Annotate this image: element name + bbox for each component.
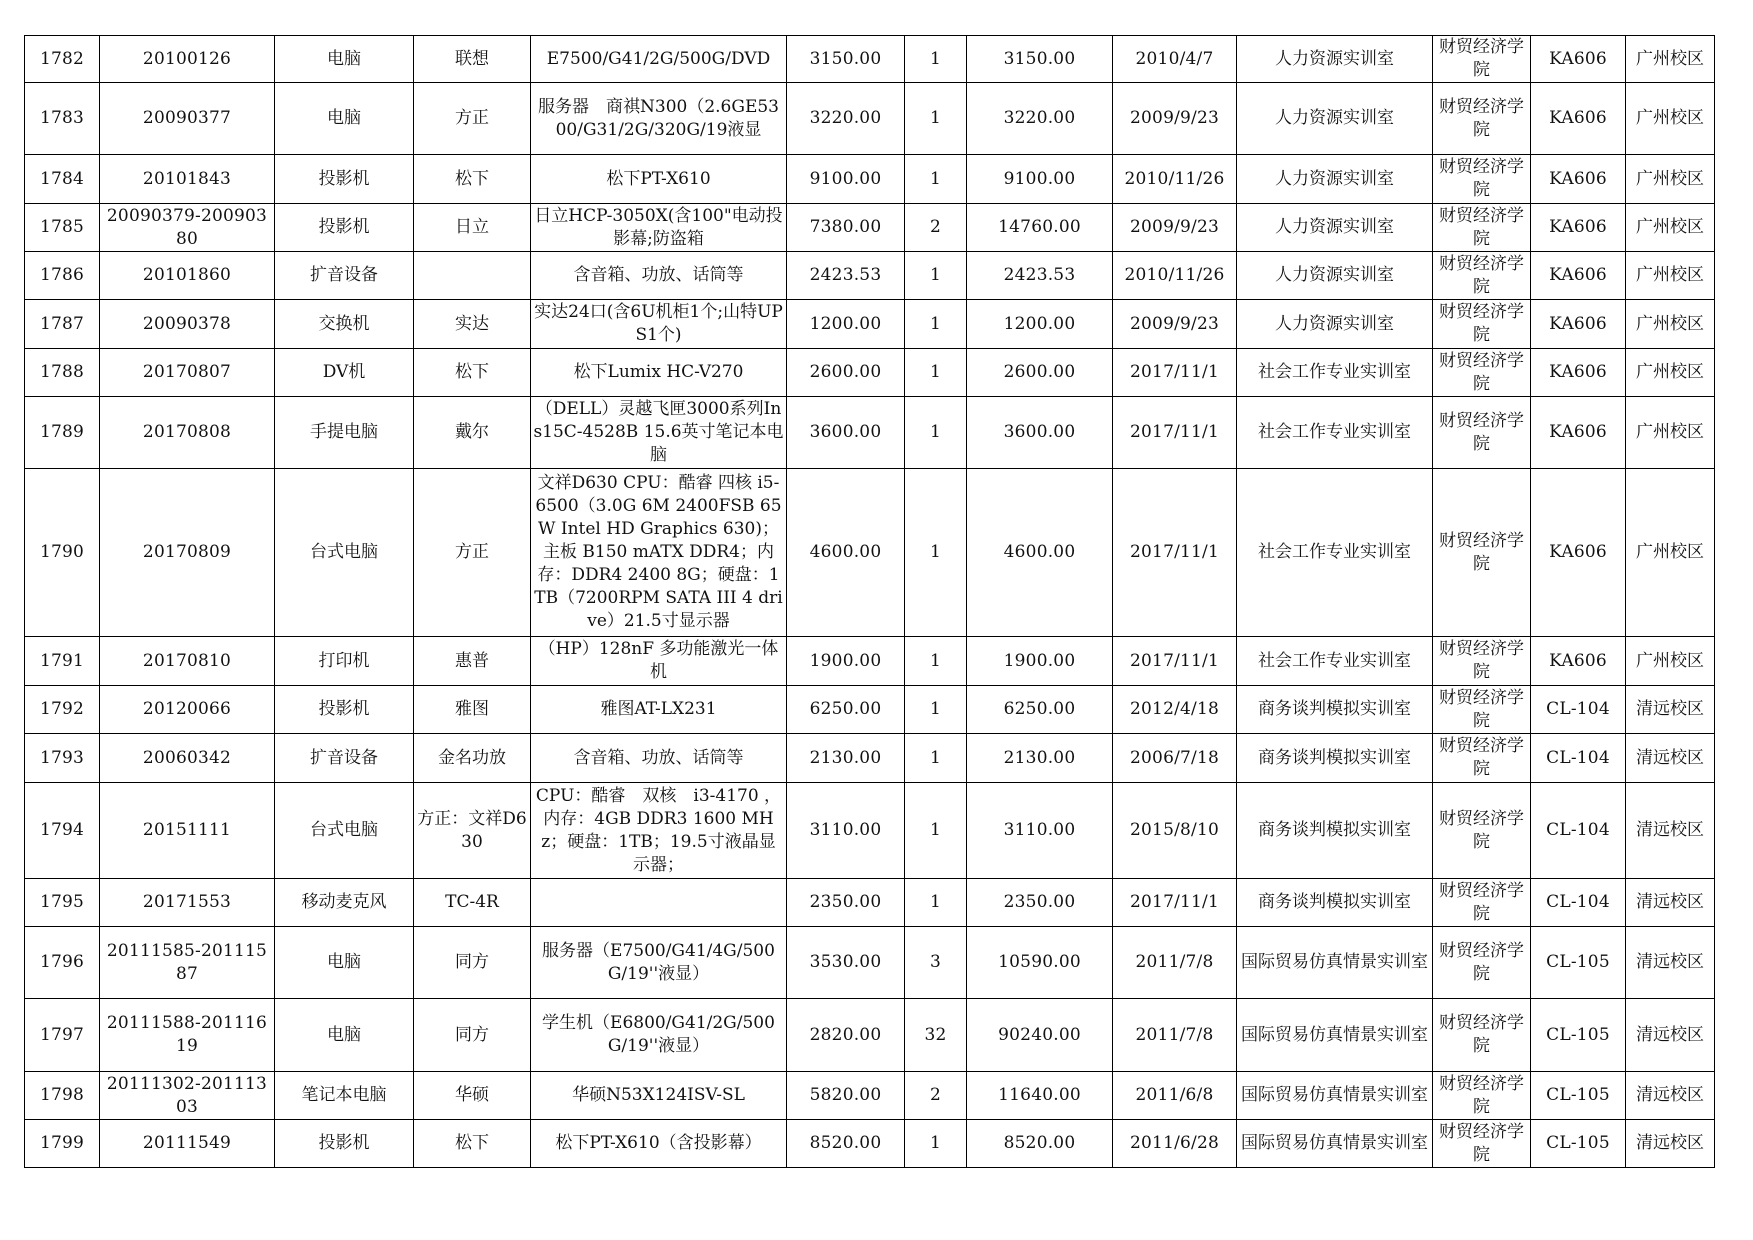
amount-cell: 3150.00: [967, 36, 1113, 83]
amount-cell: 6250.00: [967, 686, 1113, 734]
unit-price-cell: 9100.00: [787, 155, 905, 204]
room-cell: CL-105: [1531, 1072, 1626, 1120]
quantity-cell: 1: [905, 155, 967, 204]
equipment-name-cell: 扩音设备: [275, 252, 414, 300]
brand-cell: 松下: [414, 155, 531, 204]
room-cell: KA606: [1531, 397, 1626, 469]
room-cell: KA606: [1531, 83, 1626, 155]
table-row: [25, 686, 1715, 734]
lab-cell: 国际贸易仿真情景实训室: [1237, 1072, 1433, 1120]
asset-number-cell: 20090377: [100, 83, 275, 155]
row-seq-cell: 1789: [25, 397, 100, 469]
campus-cell: 清远校区: [1626, 1120, 1715, 1168]
brand-cell: [414, 252, 531, 300]
college-cell: 财贸经济学院: [1433, 879, 1531, 927]
lab-cell: 社会工作专业实训室: [1237, 469, 1433, 637]
quantity-cell: 1: [905, 36, 967, 83]
unit-price-cell: 3220.00: [787, 83, 905, 155]
specification-cell: [531, 879, 787, 927]
equipment-name-cell: 笔记本电脑: [275, 1072, 414, 1120]
amount-cell: 90240.00: [967, 999, 1113, 1072]
row-seq-cell: 1796: [25, 927, 100, 999]
purchase-date-cell: 2011/6/8: [1113, 1072, 1237, 1120]
quantity-cell: 1: [905, 734, 967, 783]
college-cell: 财贸经济学院: [1433, 637, 1531, 686]
asset-number-cell: 20151111: [100, 783, 275, 879]
amount-cell: 1900.00: [967, 637, 1113, 686]
unit-price-cell: 1900.00: [787, 637, 905, 686]
unit-price-cell: 3150.00: [787, 36, 905, 83]
specification-cell: CPU：酷睿 双核 i3-4170 ，内存：4GB DDR3 1600 MHz；硬盘：1TB；19.5寸液晶显示器；: [531, 783, 787, 879]
equipment-name-cell: 移动麦克风: [275, 879, 414, 927]
room-cell: CL-105: [1531, 927, 1626, 999]
table-row: [25, 469, 1715, 637]
room-cell: CL-105: [1531, 1120, 1626, 1168]
purchase-date-cell: 2017/11/1: [1113, 637, 1237, 686]
quantity-cell: 1: [905, 1120, 967, 1168]
room-cell: KA606: [1531, 349, 1626, 397]
asset-number-cell: 20171553: [100, 879, 275, 927]
equipment-name-cell: 投影机: [275, 155, 414, 204]
college-cell: 财贸经济学院: [1433, 734, 1531, 783]
table-row: [25, 397, 1715, 469]
lab-cell: 人力资源实训室: [1237, 83, 1433, 155]
unit-price-cell: 2350.00: [787, 879, 905, 927]
row-seq-cell: 1782: [25, 36, 100, 83]
campus-cell: 广州校区: [1626, 252, 1715, 300]
purchase-date-cell: 2015/8/10: [1113, 783, 1237, 879]
purchase-date-cell: 2011/7/8: [1113, 999, 1237, 1072]
room-cell: CL-104: [1531, 879, 1626, 927]
unit-price-cell: 2130.00: [787, 734, 905, 783]
purchase-date-cell: 2009/9/23: [1113, 204, 1237, 252]
campus-cell: 广州校区: [1626, 397, 1715, 469]
equipment-name-cell: 投影机: [275, 204, 414, 252]
specification-cell: 松下Lumix HC-V270: [531, 349, 787, 397]
lab-cell: 商务谈判模拟实训室: [1237, 879, 1433, 927]
row-seq-cell: 1785: [25, 204, 100, 252]
campus-cell: 清远校区: [1626, 686, 1715, 734]
amount-cell: 2423.53: [967, 252, 1113, 300]
unit-price-cell: 8520.00: [787, 1120, 905, 1168]
room-cell: KA606: [1531, 300, 1626, 349]
asset-number-cell: 20111585-20111587: [100, 927, 275, 999]
lab-cell: 社会工作专业实训室: [1237, 349, 1433, 397]
lab-cell: 社会工作专业实训室: [1237, 637, 1433, 686]
campus-cell: 清远校区: [1626, 879, 1715, 927]
college-cell: 财贸经济学院: [1433, 397, 1531, 469]
equipment-name-cell: 投影机: [275, 1120, 414, 1168]
purchase-date-cell: 2009/9/23: [1113, 300, 1237, 349]
table-row: [25, 1120, 1715, 1168]
row-seq-cell: 1794: [25, 783, 100, 879]
brand-cell: 日立: [414, 204, 531, 252]
specification-cell: （HP）128nF 多功能激光一体机: [531, 637, 787, 686]
specification-cell: 含音箱、功放、话筒等: [531, 252, 787, 300]
amount-cell: 8520.00: [967, 1120, 1113, 1168]
purchase-date-cell: 2011/6/28: [1113, 1120, 1237, 1168]
brand-cell: 戴尔: [414, 397, 531, 469]
equipment-name-cell: 台式电脑: [275, 783, 414, 879]
table-row: [25, 1072, 1715, 1120]
row-seq-cell: 1793: [25, 734, 100, 783]
campus-cell: 清远校区: [1626, 783, 1715, 879]
quantity-cell: 1: [905, 397, 967, 469]
room-cell: CL-104: [1531, 734, 1626, 783]
table-body: [25, 36, 1715, 1168]
row-seq-cell: 1795: [25, 879, 100, 927]
purchase-date-cell: 2017/11/1: [1113, 469, 1237, 637]
brand-cell: 方正：文祥D630: [414, 783, 531, 879]
table-row: [25, 204, 1715, 252]
amount-cell: 2130.00: [967, 734, 1113, 783]
campus-cell: 清远校区: [1626, 734, 1715, 783]
table-row: [25, 734, 1715, 783]
purchase-date-cell: 2017/11/1: [1113, 397, 1237, 469]
unit-price-cell: 6250.00: [787, 686, 905, 734]
quantity-cell: 1: [905, 83, 967, 155]
room-cell: KA606: [1531, 204, 1626, 252]
row-seq-cell: 1791: [25, 637, 100, 686]
amount-cell: 2600.00: [967, 349, 1113, 397]
equipment-name-cell: 扩音设备: [275, 734, 414, 783]
table-row: [25, 300, 1715, 349]
row-seq-cell: 1798: [25, 1072, 100, 1120]
row-seq-cell: 1788: [25, 349, 100, 397]
room-cell: CL-105: [1531, 999, 1626, 1072]
amount-cell: 9100.00: [967, 155, 1113, 204]
quantity-cell: 2: [905, 1072, 967, 1120]
asset-number-cell: 20170809: [100, 469, 275, 637]
equipment-inventory-sheet: [24, 35, 1714, 1168]
equipment-name-cell: 电脑: [275, 36, 414, 83]
quantity-cell: 1: [905, 686, 967, 734]
college-cell: 财贸经济学院: [1433, 1120, 1531, 1168]
brand-cell: 同方: [414, 999, 531, 1072]
equipment-name-cell: 投影机: [275, 686, 414, 734]
quantity-cell: 1: [905, 252, 967, 300]
asset-number-cell: 20100126: [100, 36, 275, 83]
quantity-cell: 1: [905, 637, 967, 686]
quantity-cell: 1: [905, 300, 967, 349]
asset-number-cell: 20090379-20090380: [100, 204, 275, 252]
room-cell: KA606: [1531, 36, 1626, 83]
brand-cell: 华硕: [414, 1072, 531, 1120]
purchase-date-cell: 2009/9/23: [1113, 83, 1237, 155]
row-seq-cell: 1783: [25, 83, 100, 155]
equipment-name-cell: 台式电脑: [275, 469, 414, 637]
specification-cell: （DELL）灵越飞匣3000系列Ins15C-4528B 15.6英寸笔记本电脑: [531, 397, 787, 469]
college-cell: 财贸经济学院: [1433, 469, 1531, 637]
unit-price-cell: 2423.53: [787, 252, 905, 300]
college-cell: 财贸经济学院: [1433, 155, 1531, 204]
room-cell: KA606: [1531, 469, 1626, 637]
row-seq-cell: 1784: [25, 155, 100, 204]
asset-number-cell: 20060342: [100, 734, 275, 783]
asset-number-cell: 20090378: [100, 300, 275, 349]
brand-cell: 联想: [414, 36, 531, 83]
asset-number-cell: 20170807: [100, 349, 275, 397]
row-seq-cell: 1797: [25, 999, 100, 1072]
campus-cell: 广州校区: [1626, 300, 1715, 349]
quantity-cell: 32: [905, 999, 967, 1072]
brand-cell: 方正: [414, 469, 531, 637]
campus-cell: 广州校区: [1626, 349, 1715, 397]
purchase-date-cell: 2006/7/18: [1113, 734, 1237, 783]
quantity-cell: 1: [905, 879, 967, 927]
amount-cell: 3220.00: [967, 83, 1113, 155]
brand-cell: 松下: [414, 349, 531, 397]
specification-cell: 含音箱、功放、话筒等: [531, 734, 787, 783]
asset-number-cell: 20101843: [100, 155, 275, 204]
purchase-date-cell: 2010/11/26: [1113, 155, 1237, 204]
specification-cell: 学生机（E6800/G41/2G/500G/19''液显）: [531, 999, 787, 1072]
room-cell: KA606: [1531, 155, 1626, 204]
purchase-date-cell: 2017/11/1: [1113, 879, 1237, 927]
equipment-name-cell: 手提电脑: [275, 397, 414, 469]
table-row: [25, 36, 1715, 83]
room-cell: KA606: [1531, 252, 1626, 300]
amount-cell: 2350.00: [967, 879, 1113, 927]
equipment-name-cell: DV机: [275, 349, 414, 397]
specification-cell: 日立HCP-3050X(含100"电动投影幕;防盗箱: [531, 204, 787, 252]
specification-cell: 实达24口(含6U机柜1个;山特UPS1个): [531, 300, 787, 349]
equipment-name-cell: 电脑: [275, 927, 414, 999]
specification-cell: 雅图AT-LX231: [531, 686, 787, 734]
amount-cell: 4600.00: [967, 469, 1113, 637]
brand-cell: 惠普: [414, 637, 531, 686]
purchase-date-cell: 2010/4/7: [1113, 36, 1237, 83]
table-row: [25, 879, 1715, 927]
campus-cell: 广州校区: [1626, 36, 1715, 83]
specification-cell: 华硕N53X124ISV-SL: [531, 1072, 787, 1120]
row-seq-cell: 1792: [25, 686, 100, 734]
room-cell: CL-104: [1531, 783, 1626, 879]
brand-cell: 同方: [414, 927, 531, 999]
table-row: [25, 155, 1715, 204]
quantity-cell: 3: [905, 927, 967, 999]
lab-cell: 国际贸易仿真情景实训室: [1237, 927, 1433, 999]
brand-cell: 松下: [414, 1120, 531, 1168]
college-cell: 财贸经济学院: [1433, 927, 1531, 999]
purchase-date-cell: 2011/7/8: [1113, 927, 1237, 999]
equipment-table: [24, 35, 1715, 1168]
equipment-name-cell: 电脑: [275, 999, 414, 1072]
purchase-date-cell: 2010/11/26: [1113, 252, 1237, 300]
room-cell: KA606: [1531, 637, 1626, 686]
purchase-date-cell: 2017/11/1: [1113, 349, 1237, 397]
lab-cell: 人力资源实训室: [1237, 155, 1433, 204]
asset-number-cell: 20170808: [100, 397, 275, 469]
brand-cell: TC-4R: [414, 879, 531, 927]
unit-price-cell: 4600.00: [787, 469, 905, 637]
unit-price-cell: 2820.00: [787, 999, 905, 1072]
table-row: [25, 783, 1715, 879]
quantity-cell: 1: [905, 349, 967, 397]
quantity-cell: 2: [905, 204, 967, 252]
campus-cell: 广州校区: [1626, 469, 1715, 637]
college-cell: 财贸经济学院: [1433, 686, 1531, 734]
brand-cell: 实达: [414, 300, 531, 349]
unit-price-cell: 3110.00: [787, 783, 905, 879]
college-cell: 财贸经济学院: [1433, 252, 1531, 300]
lab-cell: 人力资源实训室: [1237, 300, 1433, 349]
campus-cell: 清远校区: [1626, 1072, 1715, 1120]
college-cell: 财贸经济学院: [1433, 204, 1531, 252]
lab-cell: 商务谈判模拟实训室: [1237, 734, 1433, 783]
table-row: [25, 637, 1715, 686]
row-seq-cell: 1799: [25, 1120, 100, 1168]
asset-number-cell: 20111549: [100, 1120, 275, 1168]
row-seq-cell: 1790: [25, 469, 100, 637]
lab-cell: 人力资源实训室: [1237, 252, 1433, 300]
lab-cell: 商务谈判模拟实训室: [1237, 783, 1433, 879]
specification-cell: E7500/G41/2G/500G/DVD: [531, 36, 787, 83]
campus-cell: 清远校区: [1626, 999, 1715, 1072]
college-cell: 财贸经济学院: [1433, 783, 1531, 879]
asset-number-cell: 20101860: [100, 252, 275, 300]
asset-number-cell: 20120066: [100, 686, 275, 734]
lab-cell: 商务谈判模拟实训室: [1237, 686, 1433, 734]
college-cell: 财贸经济学院: [1433, 300, 1531, 349]
room-cell: CL-104: [1531, 686, 1626, 734]
row-seq-cell: 1786: [25, 252, 100, 300]
asset-number-cell: 20111588-20111619: [100, 999, 275, 1072]
lab-cell: 国际贸易仿真情景实训室: [1237, 1120, 1433, 1168]
amount-cell: 10590.00: [967, 927, 1113, 999]
college-cell: 财贸经济学院: [1433, 83, 1531, 155]
table-row: [25, 349, 1715, 397]
college-cell: 财贸经济学院: [1433, 36, 1531, 83]
campus-cell: 广州校区: [1626, 637, 1715, 686]
table-row: [25, 927, 1715, 999]
quantity-cell: 1: [905, 783, 967, 879]
college-cell: 财贸经济学院: [1433, 1072, 1531, 1120]
college-cell: 财贸经济学院: [1433, 349, 1531, 397]
campus-cell: 广州校区: [1626, 155, 1715, 204]
asset-number-cell: 20111302-20111303: [100, 1072, 275, 1120]
equipment-name-cell: 交换机: [275, 300, 414, 349]
lab-cell: 人力资源实训室: [1237, 204, 1433, 252]
unit-price-cell: 1200.00: [787, 300, 905, 349]
lab-cell: 人力资源实训室: [1237, 36, 1433, 83]
unit-price-cell: 2600.00: [787, 349, 905, 397]
brand-cell: 雅图: [414, 686, 531, 734]
unit-price-cell: 7380.00: [787, 204, 905, 252]
quantity-cell: 1: [905, 469, 967, 637]
campus-cell: 广州校区: [1626, 204, 1715, 252]
specification-cell: 松下PT-X610（含投影幕）: [531, 1120, 787, 1168]
amount-cell: 1200.00: [967, 300, 1113, 349]
amount-cell: 3600.00: [967, 397, 1113, 469]
table-row: [25, 83, 1715, 155]
specification-cell: 服务器 商祺N300（2.6GE5300/G31/2G/320G/19液显: [531, 83, 787, 155]
equipment-name-cell: 打印机: [275, 637, 414, 686]
campus-cell: 清远校区: [1626, 927, 1715, 999]
specification-cell: 文祥D630 CPU：酷睿 四核 i5-6500（3.0G 6M 2400FSB 65W Intel HD Graphics 630)；主板 B150 mATX DDR4；内存：DDR4 2400 8G；硬盘：1TB（7200RPM SATA III 4 drive）21.5寸显示器: [531, 469, 787, 637]
specification-cell: 服务器（E7500/G41/4G/500G/19''液显）: [531, 927, 787, 999]
row-seq-cell: 1787: [25, 300, 100, 349]
amount-cell: 3110.00: [967, 783, 1113, 879]
amount-cell: 14760.00: [967, 204, 1113, 252]
brand-cell: 金名功放: [414, 734, 531, 783]
equipment-name-cell: 电脑: [275, 83, 414, 155]
unit-price-cell: 5820.00: [787, 1072, 905, 1120]
amount-cell: 11640.00: [967, 1072, 1113, 1120]
campus-cell: 广州校区: [1626, 83, 1715, 155]
lab-cell: 国际贸易仿真情景实训室: [1237, 999, 1433, 1072]
unit-price-cell: 3600.00: [787, 397, 905, 469]
unit-price-cell: 3530.00: [787, 927, 905, 999]
table-row: [25, 252, 1715, 300]
specification-cell: 松下PT-X610: [531, 155, 787, 204]
brand-cell: 方正: [414, 83, 531, 155]
purchase-date-cell: 2012/4/18: [1113, 686, 1237, 734]
college-cell: 财贸经济学院: [1433, 999, 1531, 1072]
lab-cell: 社会工作专业实训室: [1237, 397, 1433, 469]
table-row: [25, 999, 1715, 1072]
asset-number-cell: 20170810: [100, 637, 275, 686]
